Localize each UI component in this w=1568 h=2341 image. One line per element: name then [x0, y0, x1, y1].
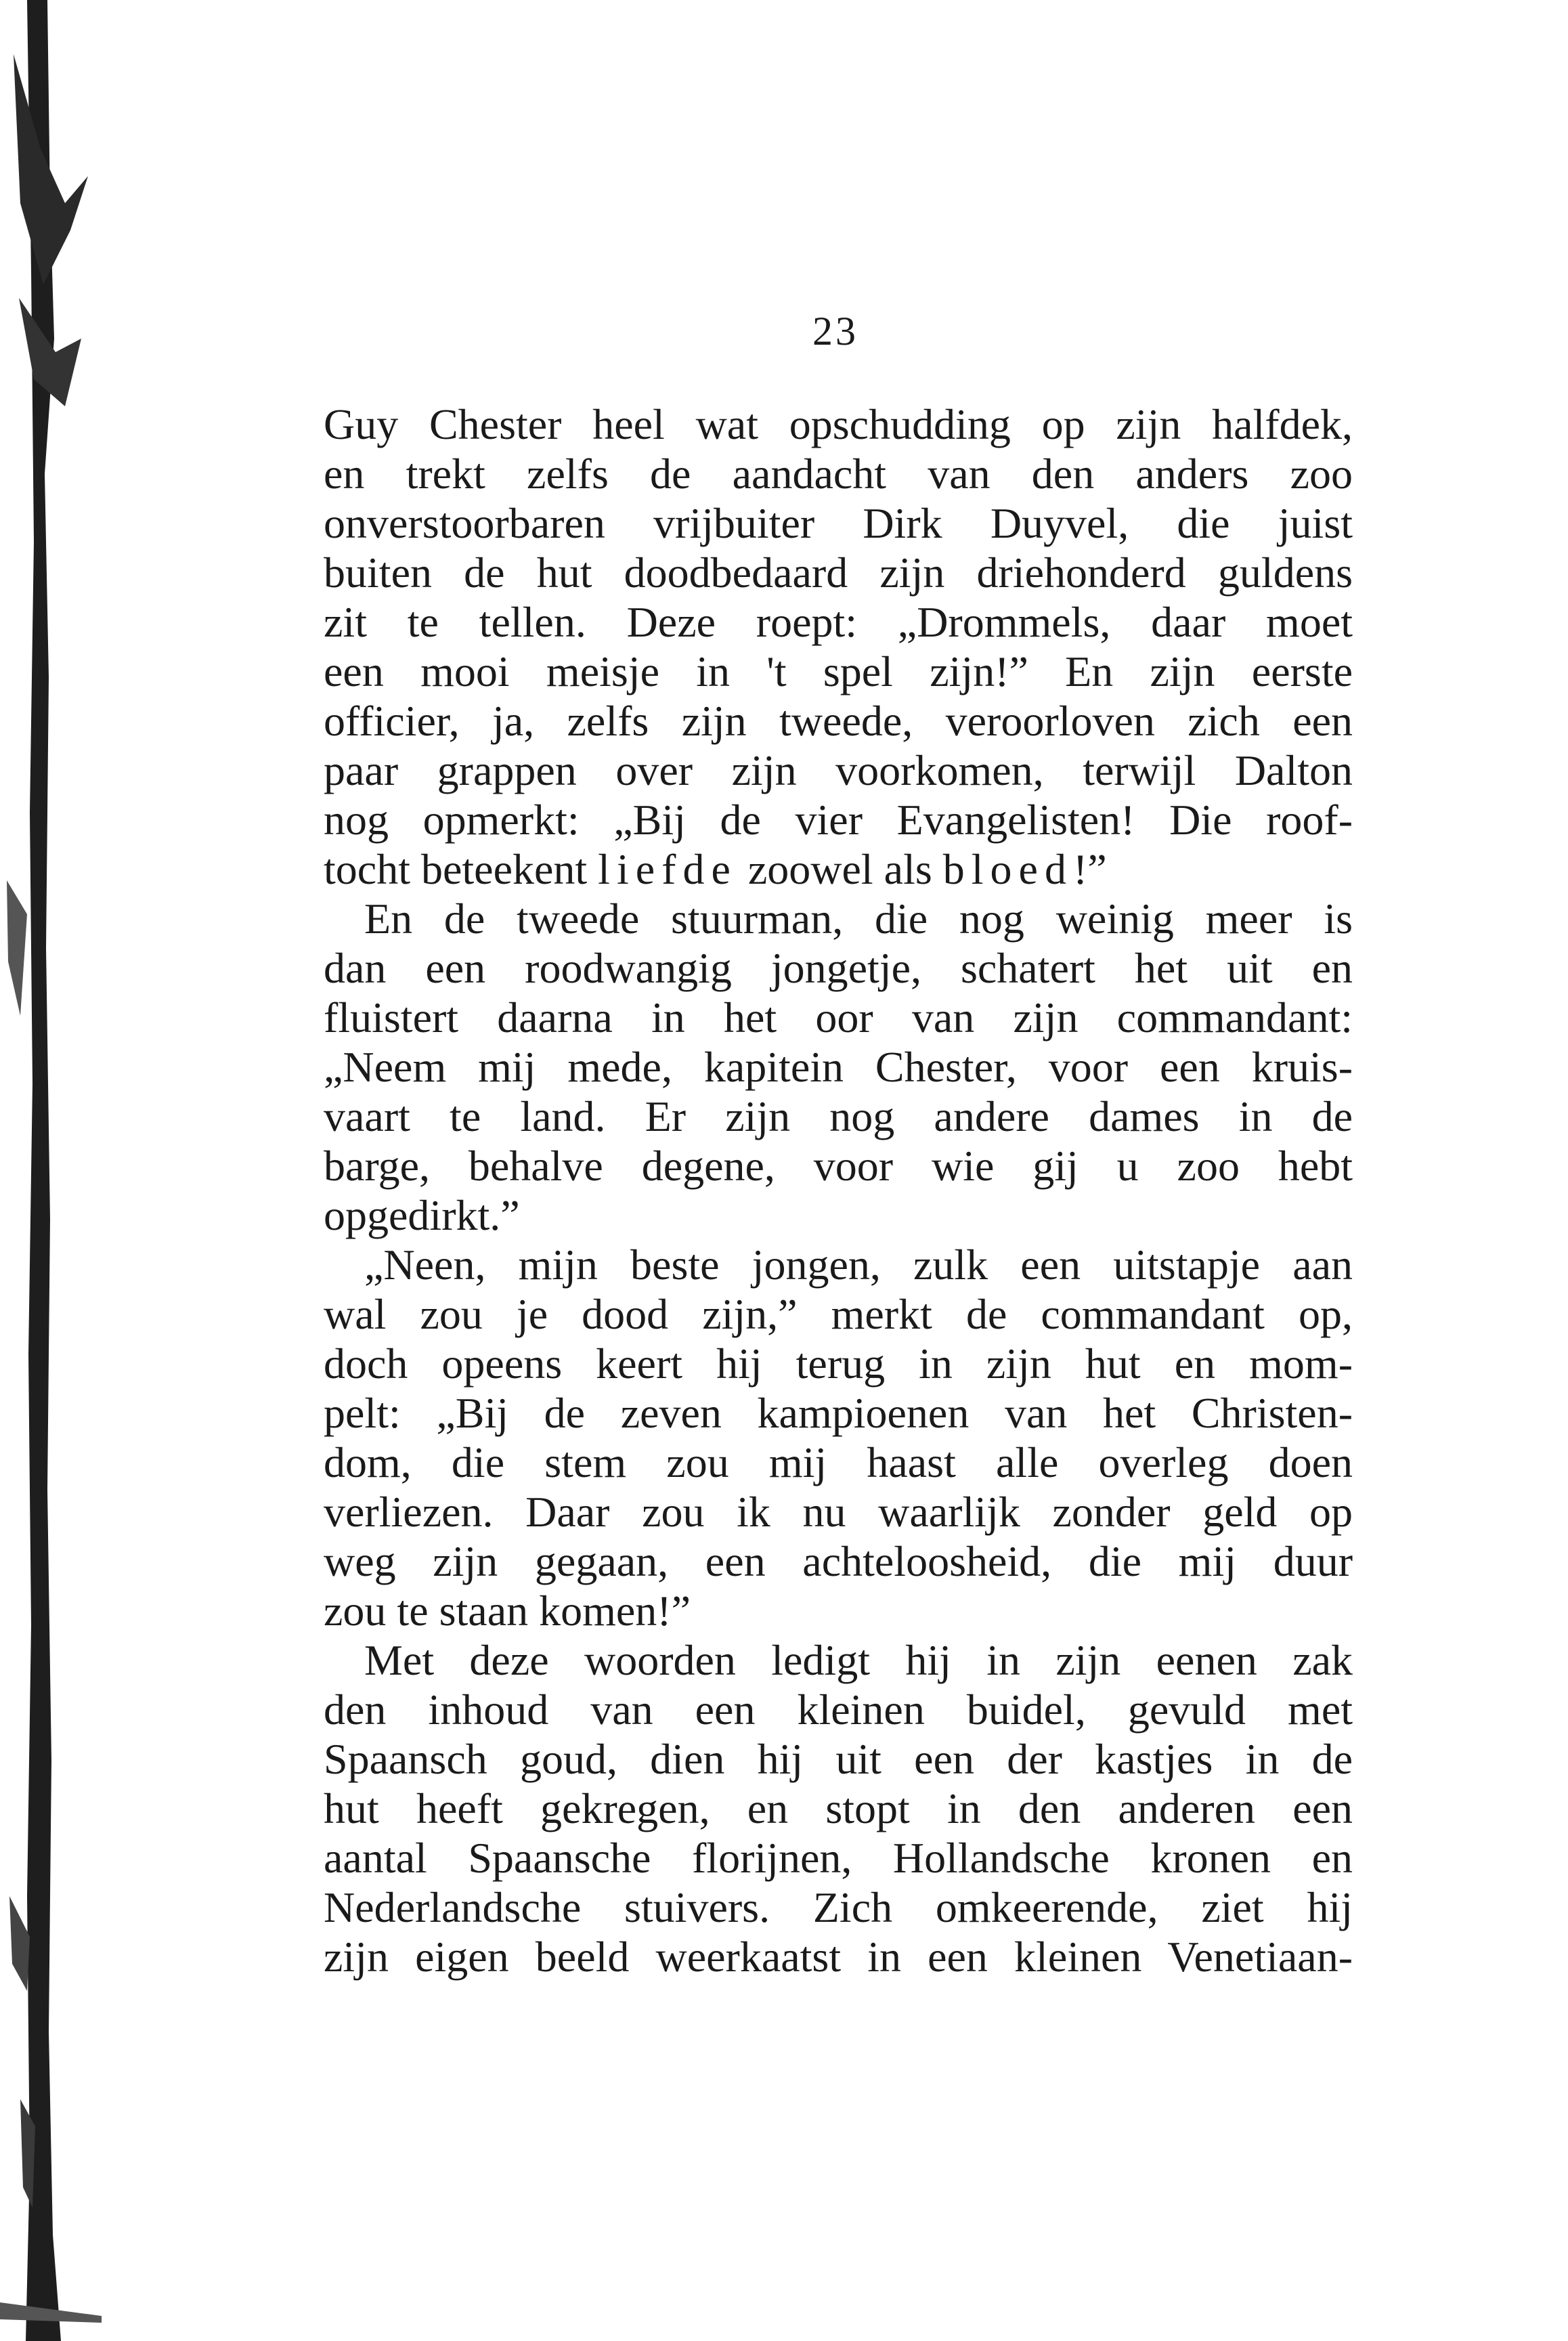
- text-line: „Neen, mijn beste jongen, zulk een uitstapje aan: [364, 1241, 1353, 1289]
- text-line: „Neem mij mede, kapitein Chester, voor een kruis-: [324, 1043, 1353, 1091]
- text-line: paar grappen over zijn voorkomen, terwijl Dalton: [324, 746, 1353, 794]
- text-line: aantal Spaansche florijnen, Hollandsche kronen en: [324, 1834, 1353, 1882]
- text-line: pelt: „Bij de zeven kampioenen van het Christen-: [324, 1389, 1353, 1437]
- text-segment: tocht beteekent: [324, 845, 598, 893]
- text-line: En de tweede stuurman, die nog weinig meer is: [364, 895, 1353, 943]
- text-line: onverstoorbaren vrijbuiter Dirk Duyvel, die juist: [324, 499, 1353, 547]
- text-line: opgedirkt.”: [324, 1191, 520, 1239]
- text-line: en trekt zelfs de aandacht van den anders zoo: [324, 450, 1353, 498]
- text-line: dom, die stem zou mij haast alle overleg doen: [324, 1438, 1353, 1486]
- body-text: [324, 400, 1353, 1981]
- text-line: buiten de hut doodbedaard zijn driehonderd guldens: [324, 549, 1353, 597]
- text-line: zou te staan komen!”: [324, 1587, 691, 1635]
- text-line: fluistert daarna in het oor van zijn commandant:: [324, 993, 1353, 1041]
- text-line: officier, ja, zelfs zijn tweede, veroorloven zich een: [324, 697, 1353, 745]
- text-line: hut heeft gekregen, en stopt in den anderen een: [324, 1784, 1353, 1832]
- text-line: doch opeens keert hij terug in zijn hut en mom-: [324, 1339, 1353, 1388]
- text-line: weg zijn gegaan, een achteloosheid, die mij duur: [324, 1537, 1353, 1585]
- text-line: wal zou je dood zijn,” merkt de commandant op,: [324, 1290, 1353, 1338]
- text-line: Guy Chester heel wat opschudding op zijn halfdek,: [324, 400, 1353, 448]
- text-line: dan een roodwangig jongetje, schatert het uit en: [324, 944, 1353, 992]
- text-line: Met deze woorden ledigt hij in zijn eenen zak: [364, 1636, 1353, 1684]
- spaced-emphasis: bloed: [942, 845, 1073, 893]
- text-line: Nederlandsche stuivers. Zich omkeerende, ziet hij: [324, 1883, 1353, 1931]
- text-line: vaart te land. Er zijn nog andere dames in de: [324, 1092, 1353, 1140]
- text-line: zit te tellen. Deze roept: „Drommels, daar moet: [324, 598, 1353, 646]
- text-segment: !”: [1072, 845, 1107, 893]
- text-line: [324, 844, 1353, 894]
- text-line: Spaansch goud, dien hij uit een der kastjes in de: [324, 1735, 1353, 1783]
- binding-edge-scan: [0, 0, 102, 2341]
- page-number: 23: [812, 309, 858, 353]
- text-line: een mooi meisje in 't spel zijn!” En zijn eerste: [324, 647, 1353, 695]
- text-line: barge, behalve degene, voor wie gij u zoo hebt: [324, 1142, 1353, 1190]
- text-line: den inhoud van een kleinen buidel, gevuld met: [324, 1685, 1353, 1734]
- spaced-emphasis: liefde: [598, 845, 737, 893]
- text-line: nog opmerkt: „Bij de vier Evangelisten! Die roof-: [324, 796, 1353, 844]
- text-line: zijn eigen beeld weerkaatst in een kleinen Venetiaan-: [324, 1933, 1353, 1981]
- text-segment: zoowel als: [737, 845, 943, 893]
- text-line: verliezen. Daar zou ik nu waarlijk zonder geld op: [324, 1488, 1353, 1536]
